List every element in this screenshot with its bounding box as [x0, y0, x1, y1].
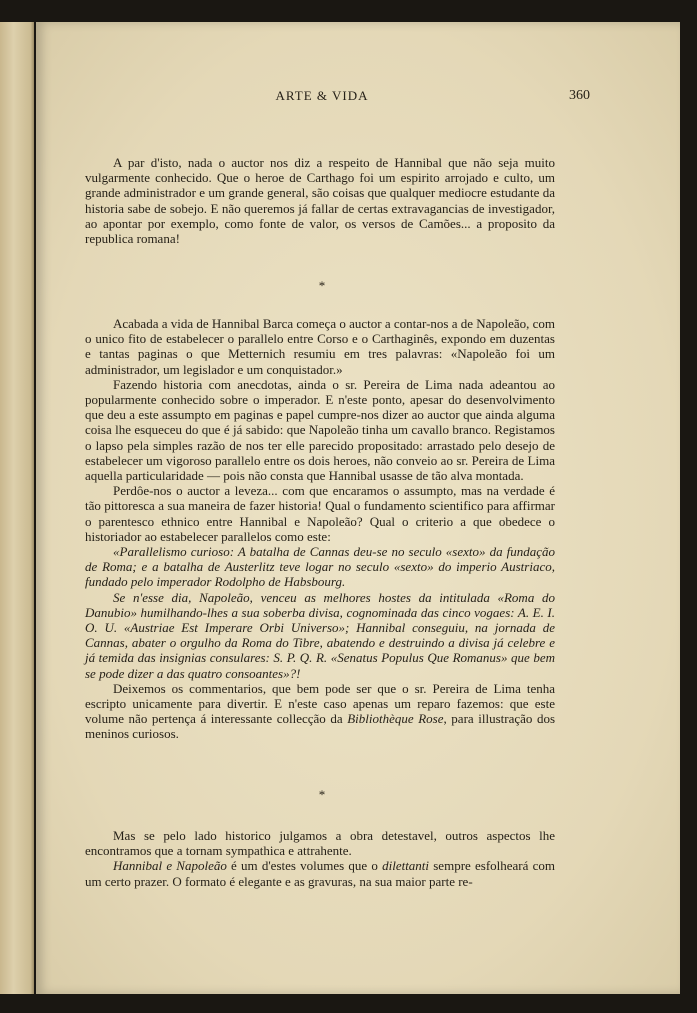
text-run: sempre esfolheará com um certo prazer. O formato é elegante e as gravuras, na sua maior parte re- — [85, 858, 555, 889]
paragraph: Acabada a vida de Hannibal Barca começa o auctor a contar-nos a de Napoleão, com o unico fito de estabelecer o parallelo entre Corso e o Carthaginês, expondo em duzentas e tantas paginas o que Metternich resumiu em tres palavras: «Napoleão foi um administrador, um legislador e um conquistador.» — [85, 316, 555, 377]
text-run: é um d'estes volumes que o — [226, 858, 383, 874]
text-run: Deixemos os commentarios, que bem pode ser que o sr. Pereira de Lima tenha escripto unicamente para divertir. E n'este caso apenas um reparo fazemos: que este volume não pertença á interessante collecção da — [85, 680, 555, 727]
running-header — [36, 88, 680, 108]
page-number: 360 — [569, 88, 590, 103]
quoted-paragraph: Se n'esse dia, Napoleão, venceu as melhores hostes da intitulada «Roma do Danubio» humilhando-lhes a sua soberba divisa, cognominada das cinco vogaes: A. E. I. O. U. «Austriae Est Imperare Orbi Universo»; Hannibal conseguiu, na jornada de Cannas, abater o orgulho da Roma do Tibre, abatendo e destruindo a divisa já celebre e já temida das insignias consulares: S. P. Q. R. «Senatus Populus Que Romanus» que bem se pode dizer a das quatro consoantes»?! — [85, 589, 555, 681]
quoted-paragraph: «Parallelismo curioso: A batalha de Cannas deu-se no seculo «sexto» da fundação de Roma; e a batalha de Austerlitz teve logar no seculo «sexto» do imperio Austriaco, fundado pelo imperador Rodolpho de Habsbourg. — [85, 544, 555, 590]
paragraph — [85, 681, 555, 742]
running-title: ARTE & VIDA — [275, 88, 369, 103]
section-1 — [85, 155, 555, 246]
section-separator: * — [318, 278, 326, 293]
facing-page-edge — [0, 22, 34, 994]
scan-border — [680, 22, 697, 994]
text-run: , para illustração dos meninos curiosos. — [85, 711, 555, 742]
section-separator: * — [318, 787, 326, 802]
book-title: Hannibal e Napoleão — [113, 858, 227, 874]
paragraph: Perdôe-nos o auctor a leveza... com que encaramos o assumpto, mas na verdade é tão pittoresca a sua maneira de fazer historia! Qual o fundamento scientifico para affirmar o parentesco ethnico entre Hannibal e Napoleão? Qual o criterio a que obedece o historiador ao estabelecer parallelos como este: — [85, 483, 555, 544]
book-title: Bibliothèque Rose — [347, 711, 444, 727]
section-2 — [85, 316, 555, 742]
paragraph: Fazendo historia com anecdotas, ainda o sr. Pereira de Lima nada adeantou ao popularmente conhecido sobre o imperador. E n'este ponto, apesar do desenvolvimento que deu a este assumpto em paginas e papel cumpre-nos dizer ao auctor que ainda alguma coisa lhe esqueceu do que é já sabido: que Napoleão tinha um cavallo branco. Registamos o lapso pela simples razão de nos ter elle parecido propositado: arrastado pelo desejo de estabelecer um vigoroso parallelo entre os dois heroes, não conveio ao sr. Pereira de Lima aquella particularidade — pois não consta que Hannibal usasse de tão alva montada. — [85, 376, 555, 484]
paragraph — [85, 858, 555, 888]
paragraph: Mas se pelo lado historico julgamos a obra detestavel, outros aspectos lhe encontramos que a tornam sympathica e attrahente. — [85, 828, 555, 859]
section-3 — [85, 828, 555, 889]
emphasis: dilettanti — [382, 858, 430, 874]
book-page — [36, 22, 680, 994]
paragraph: A par d'isto, nada o auctor nos diz a respeito de Hannibal que não seja muito vulgarmente conhecido. Que o heroe de Carthago foi um espirito arrojado e culto, um grande administrador e um grande general, são coisas que qualquer mediocre estudante da historia sabe de sobejo. E não queremos já fallar de certas extravagancias de investigador, ao apontar por exemplo, como fonte de valor, os versos de Camões... a proposito da republica romana! — [85, 155, 555, 247]
